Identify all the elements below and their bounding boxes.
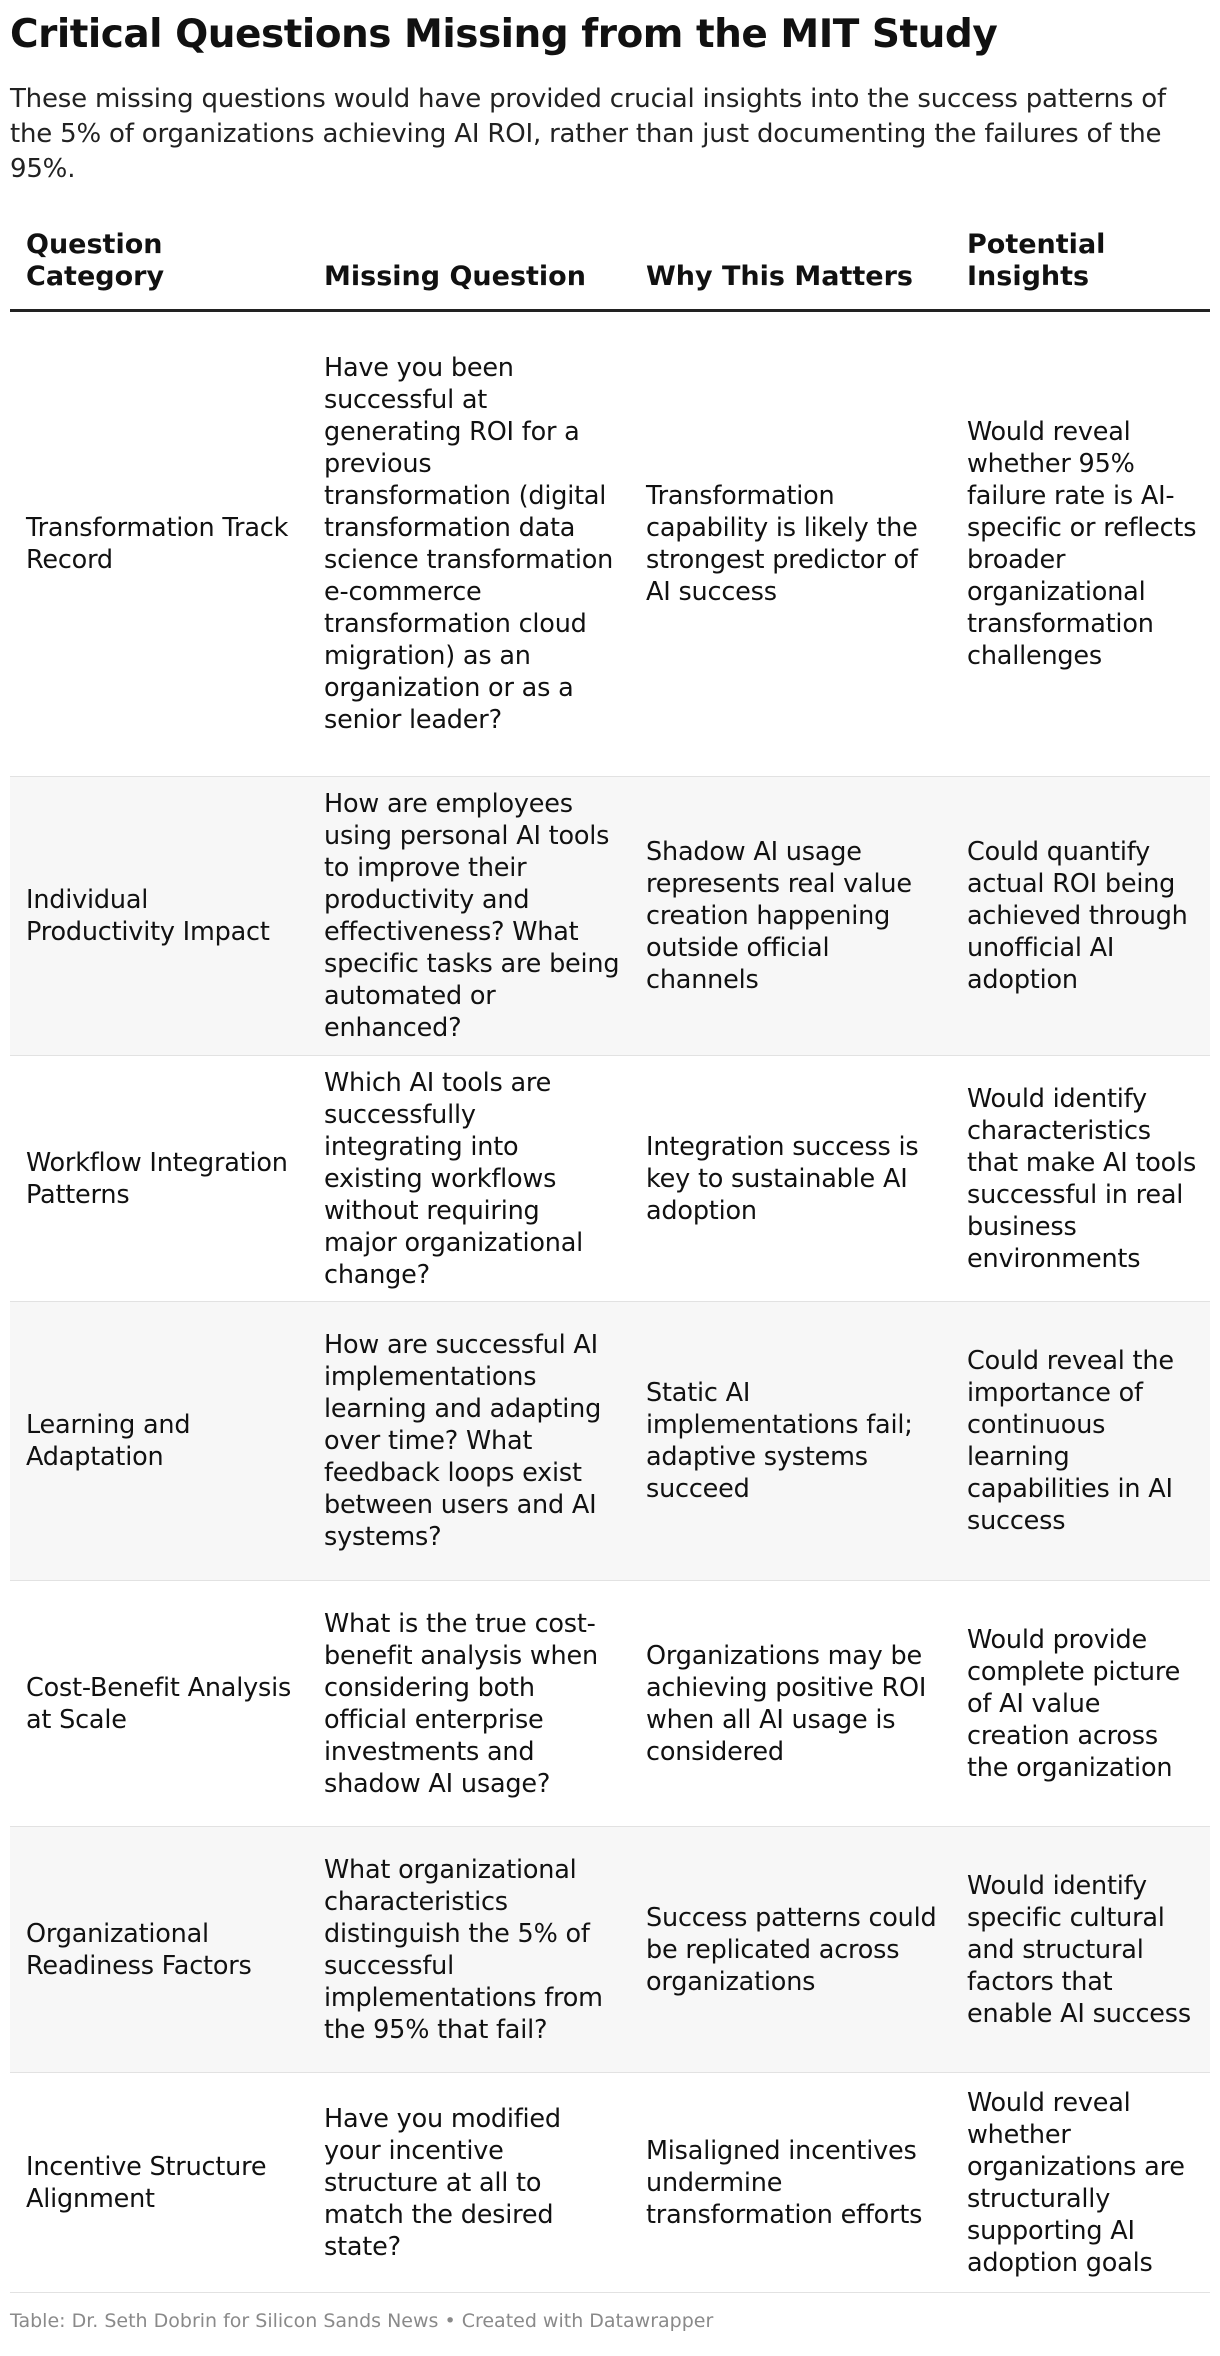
header-question-category: Question Category <box>10 229 308 311</box>
header-why-this-matters: Why This Matters <box>630 229 951 311</box>
cell-category: Cost-Benefit Analysis at Scale <box>10 1581 308 1827</box>
cell-missing-question: What organizational characteristics distinguish the 5% of successful implementations from the 95% that fail? <box>308 1827 630 2073</box>
cell-category: Incentive Structure Alignment <box>10 2073 308 2293</box>
cell-category: Individual Productivity Impact <box>10 777 308 1056</box>
table-row <box>10 1302 1210 1581</box>
cell-why: Integration success is key to sustainable AI adoption <box>630 1056 951 1302</box>
cell-insights: Would reveal whether organizations are structurally supporting AI adoption goals <box>951 2073 1210 2293</box>
page <box>0 8 1220 2332</box>
header-potential-insights: Potential Insights <box>951 229 1210 311</box>
cell-why: Static AI implementations fail; adaptive systems succeed <box>630 1302 951 1581</box>
cell-insights: Would provide complete picture of AI value creation across the organization <box>951 1581 1210 1827</box>
cell-why: Transformation capability is likely the strongest predictor of AI success <box>630 311 951 777</box>
cell-missing-question: What is the true cost-benefit analysis when considering both official enterprise investments and shadow AI usage? <box>308 1581 630 1827</box>
cell-insights: Would identify characteristics that make AI tools successful in real business environments <box>951 1056 1210 1302</box>
header-missing-question: Missing Question <box>308 229 630 311</box>
table-row <box>10 1827 1210 2073</box>
cell-missing-question: How are employees using personal AI tools to improve their productivity and effectiveness? What specific tasks are being automated or enhanced? <box>308 777 630 1056</box>
page-subtitle: These missing questions would have provided crucial insights into the success patterns of the 5% of organizations achieving AI ROI, rather than just documenting the failures of the 95%. <box>10 84 1166 184</box>
cell-insights: Could quantify actual ROI being achieved through unofficial AI adoption <box>951 777 1210 1056</box>
questions-table <box>10 229 1210 2293</box>
cell-insights: Could reveal the importance of continuous learning capabilities in AI success <box>951 1302 1210 1581</box>
page-title: Critical Questions Missing from the MIT Study <box>10 12 998 57</box>
table-row <box>10 777 1210 1056</box>
cell-why: Misaligned incentives undermine transformation efforts <box>630 2073 951 2293</box>
table-row <box>10 1056 1210 1302</box>
cell-missing-question: Which AI tools are successfully integrating into existing workflows without requiring major organizational change? <box>308 1056 630 1302</box>
cell-missing-question: Have you been successful at generating ROI for a previous transformation (digital transformation data science transformation e-commerce transformation cloud migration) as an organization or as a senior leader? <box>308 311 630 777</box>
table-row <box>10 1581 1210 1827</box>
footer-credit: Table: Dr. Seth Dobrin for Silicon Sands News • Created with Datawrapper <box>10 2310 714 2332</box>
cell-category: Learning and Adaptation <box>10 1302 308 1581</box>
cell-why: Success patterns could be replicated across organizations <box>630 1827 951 2073</box>
cell-missing-question: How are successful AI implementations learning and adapting over time? What feedback loops exist between users and AI systems? <box>308 1302 630 1581</box>
cell-insights: Would identify specific cultural and structural factors that enable AI success <box>951 1827 1210 2073</box>
cell-why: Organizations may be achieving positive ROI when all AI usage is considered <box>630 1581 951 1827</box>
cell-category: Transformation Track Record <box>10 311 308 777</box>
table-row <box>10 2073 1210 2293</box>
cell-why: Shadow AI usage represents real value creation happening outside official channels <box>630 777 951 1056</box>
cell-missing-question: Have you modified your incentive structure at all to match the desired state? <box>308 2073 630 2293</box>
table-row <box>10 311 1210 777</box>
cell-insights: Would reveal whether 95% failure rate is AI-specific or reflects broader organizational transformation challenges <box>951 311 1210 777</box>
table-header-row <box>10 229 1210 311</box>
cell-category: Organizational Readiness Factors <box>10 1827 308 2073</box>
cell-category: Workflow Integration Patterns <box>10 1056 308 1302</box>
